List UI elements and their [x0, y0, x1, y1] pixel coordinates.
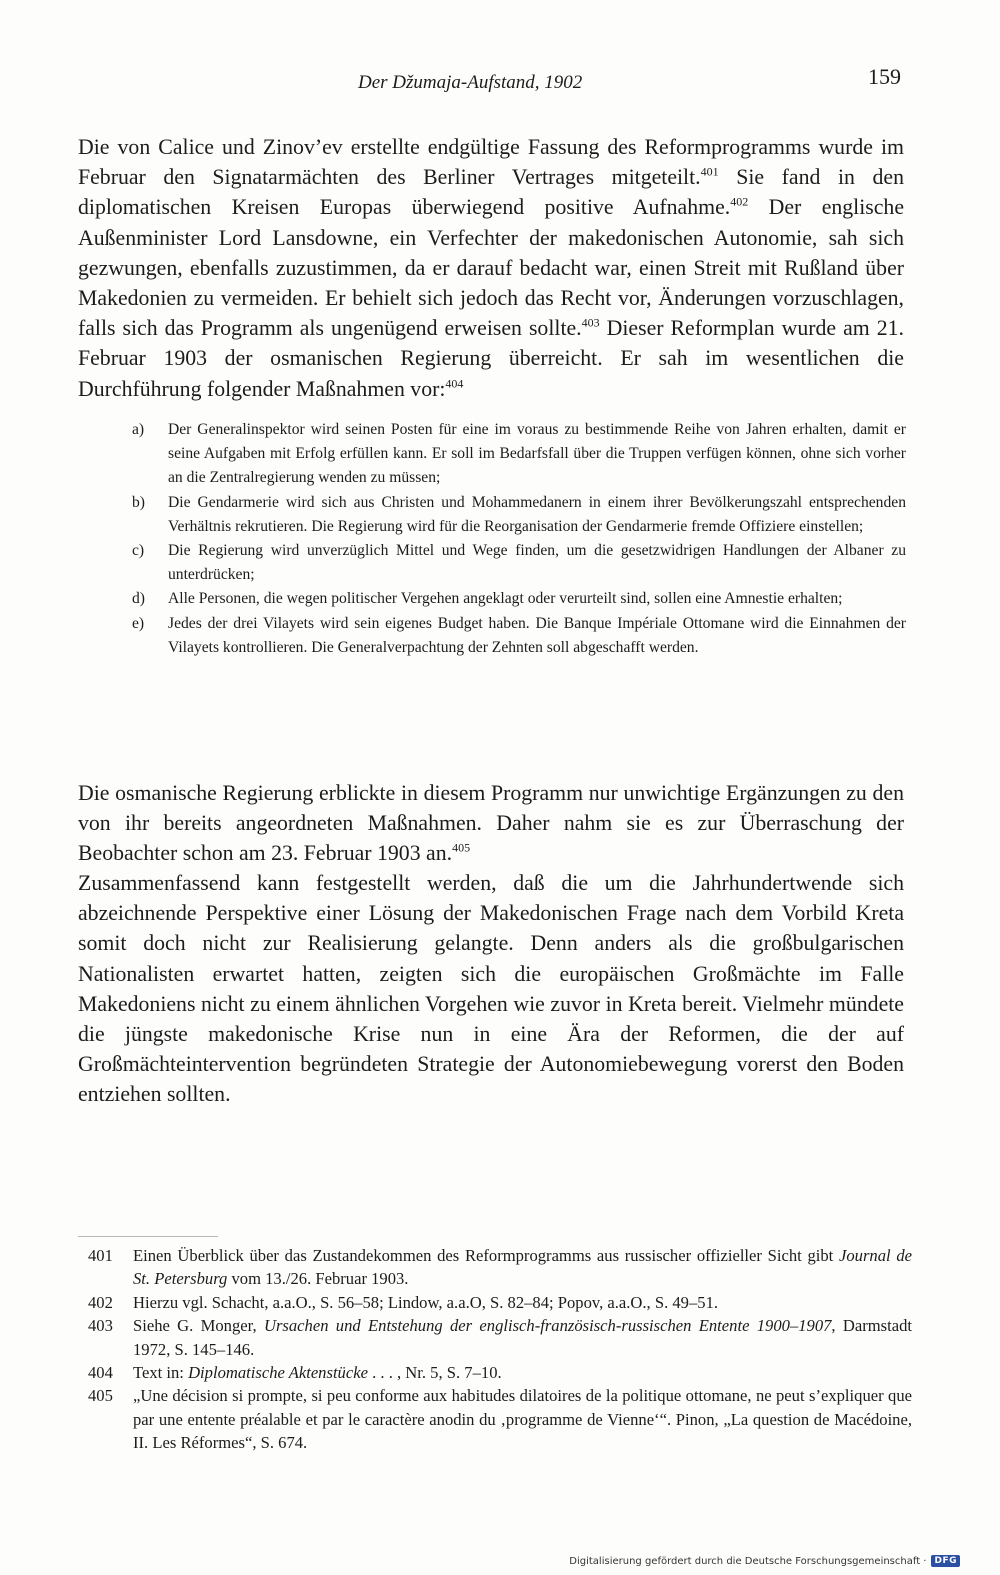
list-marker: d): [132, 590, 145, 608]
dfg-logo-icon: DFG: [931, 1555, 960, 1567]
footnote-405: 405 „Une décision si prompte, si peu conforme aux habitudes dilatoires de la politique ottomane, ne peut s’expliquer que par une entente préalable et par le caractère anodin du ‚programme de Vienne‘“. Pinon, „La question de Macédoine, II. Les Réformes“, S. 674.: [88, 1386, 912, 1453]
page-header: [0, 62, 1000, 102]
list-item: [132, 612, 906, 660]
cited-title: Ursachen und Entstehung der englisch-französisch-russischen Entente 1900–1907: [263, 1316, 832, 1336]
list-item: [132, 491, 906, 539]
list-item: [132, 539, 906, 587]
digitization-credit: [569, 1555, 960, 1567]
footnote-ref-401[interactable]: 401: [700, 164, 719, 179]
list-item: [132, 587, 906, 611]
footnote-402: 402 Hierzu vgl. Schacht, a.a.O., S. 56–58; Lindow, a.a.O, S. 82–84; Popov, a.a.O., S. 49–51.: [88, 1291, 912, 1314]
cited-title: Diplomatische Aktenstücke: [188, 1363, 368, 1383]
list-marker: a): [132, 421, 145, 438]
list-marker: c): [132, 542, 145, 560]
footnote-number: 405: [88, 1386, 113, 1406]
list-marker: e): [132, 614, 145, 632]
footnote-ref-403[interactable]: 403: [581, 315, 600, 330]
credit-text: Digitalisierung gefördert durch die Deutsche Forschungsgemeinschaft ·: [569, 1555, 927, 1567]
paragraph-ottoman-reaction: Die osmanische Regierung erblickte in diesem Programm nur unwichtige Ergänzungen zu den von ihr bereits angeordneten Maßnahmen. Daher nahm sie es zur Überraschung der Beobachter schon am 23. Februar 1903 an.$^{405}$: [78, 781, 904, 866]
list-item-text: Alle Personen, die wegen politischer Vergehen angeklagt oder verurteilt sind, sollen eine Amnestie erhalten;: [168, 590, 843, 608]
list-item-text: Die Gendarmerie wird sich aus Christen und Mohammedanern in einem ihrer Bevölkerungszahl entsprechenden Verhältnis rekrutieren. Die Regierung wird für die Reorganisation der Gendarmerie fremde Offiziere einstellen;: [168, 493, 906, 535]
footnote-number: 404: [88, 1363, 113, 1383]
footnote-number: 403: [88, 1316, 113, 1336]
measures-list: [132, 418, 906, 660]
footnote-divider: [78, 1236, 218, 1237]
running-title: Der Džumaja-Aufstand, 1902: [358, 72, 583, 93]
list-item: [132, 418, 906, 491]
footnote-403: 403 Siehe G. Monger, Ursachen und Entstehung der englisch-französisch-russischen Entente 1900–1907, Darmstadt 1972, S. 145–146.: [88, 1316, 913, 1359]
footnote-number: 402: [88, 1292, 113, 1312]
list-marker: b): [132, 493, 145, 511]
footnote-401: 401 Einen Überblick über das Zustandekommen des Reformprogramms aus russischer offizieller Sicht gibt Journal de St. Petersburg vom 13./26. Februar 1903.: [88, 1246, 912, 1289]
footnote-ref-405[interactable]: 405: [452, 841, 471, 856]
footnotes: [88, 1244, 912, 1455]
list-item-text: Der Generalinspektor wird seinen Posten für eine im voraus zu bestimmende Reihe von Jahren erhalten, damit er seine Aufgaben mit Erfolg erfüllen kann. Er soll im Bedarfsfall über die Truppen verfügen können, ohne sich vorher an die Zentralregierung wenden zu müssen;: [168, 421, 906, 487]
paragraph-reform-program: Die von Calice und Zinov’ev erstellte endgültige Fassung des Reformprogramms wurde im Februar den Signatarmächten des Berliner Vertrages mitgeteilt.$^{401}$ Sie fand in den diplomatischen Kreisen Europas überwiegend positive Aufnahme.$^{402}$ Der englische Außenminister Lord Lansdowne, ein Verfechter der makedonischen Autonomie, sah sich gezwungen, ebenfalls zuzustimmen, da er darauf bedacht war, einen Streit mit Rußland über Makedonien zu vermeiden. Er behielt sich jedoch das Recht vor, Änderungen vorzuschlagen, falls sich das Programm als ungenügend erweisen sollte.$^{403}$ Dieser Reformplan wurde am 21. Februar 1903 der osmanischen Regierung überreicht. Er sah im wesentlichen die Durchführung folgender Maßnahmen vor:$^{404}$: [78, 135, 905, 401]
cited-title: Journal de St. Petersburg: [133, 1246, 912, 1289]
paragraph-conclusion: Zusammenfassend kann festgestellt werden, daß die um die Jahrhundertwende sich abzeichnende Perspektive einer Lösung der Makedonischen Frage nach dem Vorbild Kreta somit doch nicht zur Realisierung gelangte. Denn anders als die großbulgarischen Nationalisten erwartet hatten, zeigten sich die europäischen Großmächte im Falle Makedoniens nicht zu einem ähnlichen Vorgehen wie zuvor in Kreta bereit. Vielmehr mündete die jüngste makedonische Krise nun in eine Ära der Reformen, die der auf Großmächteintervention begründeten Strategie der Autonomiebewegung vorerst den Boden entziehen sollten.: [78, 871, 904, 1107]
list-item-text: Die Regierung wird unverzüglich Mittel und Wege finden, um die gesetzwidrigen Handlungen der Albaner zu unterdrücken;: [168, 542, 906, 584]
list-item-text: Jedes der drei Vilayets wird sein eigenes Budget haben. Die Banque Impériale Ottomane wird die Einnahmen der Vilayets kontrollieren. Die Generalverpachtung der Zehnten soll abgeschafft werden.: [168, 614, 906, 656]
page-number: 159: [868, 64, 901, 89]
footnote-404: 404 Text in: Diplomatische Aktenstücke . . . , Nr. 5, S. 7–10.: [88, 1361, 912, 1384]
footnote-ref-402[interactable]: 402: [730, 195, 749, 210]
footnote-number: 401: [88, 1246, 113, 1265]
footnote-ref-404[interactable]: 404: [445, 376, 464, 391]
